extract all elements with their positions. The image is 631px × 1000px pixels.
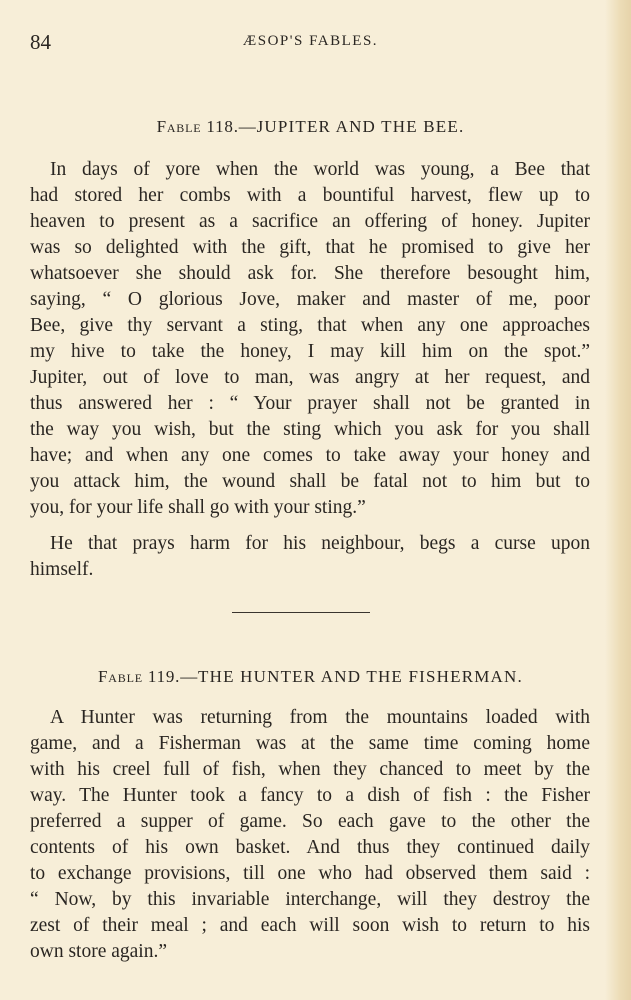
fable-moral: [30, 531, 590, 583]
text-line: had stored her combs with a bountiful harvest, flew up to: [30, 185, 590, 206]
fable-title: THE HUNTER AND THE FISHERMAN.: [198, 667, 523, 686]
text-line: thus answered her : “ Your prayer shall not be granted in: [30, 393, 590, 414]
fable-heading: [30, 667, 591, 687]
text-line: heaven to present as a sacrifice an offering of honey. Jupiter: [30, 211, 590, 232]
text-line: game, and a Fisherman was at the same time coming home: [30, 733, 590, 754]
text-line: contents of his own basket. And thus they continued daily: [30, 837, 590, 858]
text-line: to exchange provisions, till one who had observed them said :: [30, 863, 590, 884]
text-line: the way you wish, but the sting which you ask for you shall: [30, 419, 590, 440]
fable-label: Fable: [98, 667, 143, 686]
section-divider: [232, 612, 370, 613]
text-line: In days of yore when the world was young, a Bee that: [50, 159, 590, 180]
text-line: A Hunter was returning from the mountains loaded with: [50, 707, 590, 728]
page-number: 84: [30, 30, 51, 54]
text-line: Bee, give thy servant a sting, that when any one approaches: [30, 315, 590, 336]
running-title: ÆSOP'S FABLES.: [242, 33, 379, 49]
fable-dash: —: [238, 117, 257, 136]
text-line: was so delighted with the gift, that he promised to give her: [30, 237, 590, 258]
text-line: saying, “ O glorious Jove, maker and master of me, poor: [30, 289, 590, 310]
running-head: [30, 30, 591, 60]
fable-label: Fable: [156, 117, 202, 136]
text-line: way. The Hunter took a fancy to a dish of fish : the Fisher: [30, 785, 590, 806]
text-line: He that prays harm for his neighbour, begs a curse upon: [50, 533, 590, 554]
text-line: whatsoever she should ask for. She therefore besought him,: [30, 263, 590, 284]
text-line: own store again.”: [30, 941, 167, 962]
fable-dash: —: [180, 667, 199, 686]
fable-heading: [30, 117, 591, 137]
text-line: Jupiter, out of love to man, was angry at her request, and: [30, 367, 590, 388]
fable-body: [30, 157, 590, 521]
text-line: zest of their meal ; and each will soon wish to return to his: [30, 915, 590, 936]
text-line: have; and when any one comes to take away your honey and: [30, 445, 590, 466]
fable-title: JUPITER AND THE BEE.: [256, 117, 465, 136]
text-line: himself.: [30, 559, 94, 580]
text-line: you attack him, the wound shall be fatal not to him but to: [30, 471, 590, 492]
page-edge-shadow: [605, 0, 631, 1000]
text-line: with his creel full of fish, when they chanced to meet by the: [30, 759, 590, 780]
text-line: preferred a supper of game. So each gave to the other the: [30, 811, 590, 832]
text-line: my hive to take the honey, I may kill him on the spot.”: [30, 341, 590, 362]
text-line: you, for your life shall go with your sting.”: [30, 497, 366, 518]
fable-number: 119.: [147, 667, 181, 686]
fable-number: 118.: [206, 117, 239, 136]
fable-body: [30, 705, 590, 965]
text-line: “ Now, by this invariable interchange, will they destroy the: [30, 889, 590, 910]
